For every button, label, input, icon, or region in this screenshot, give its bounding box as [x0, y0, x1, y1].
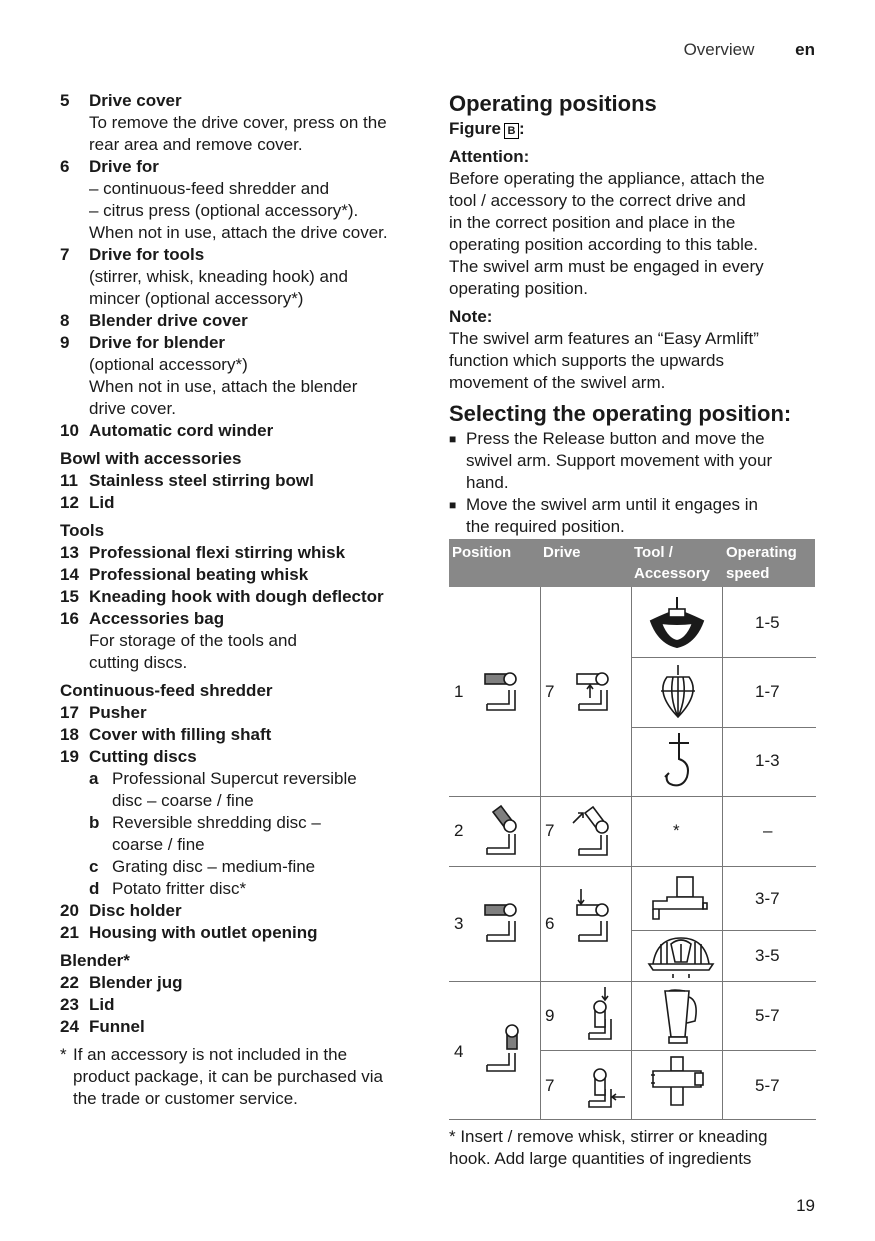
- kneading-hook-icon: [661, 731, 697, 791]
- row-divider: [631, 727, 816, 728]
- group-heading: Tools: [60, 521, 105, 540]
- page-header: [684, 40, 815, 60]
- bullet-item: ■ Press the Release button and move the swivel arm. Support movement with your hand.: [449, 429, 773, 492]
- drive-7-side-icon: [585, 1059, 627, 1115]
- citrus-press-icon: [647, 934, 715, 978]
- note-text: The swivel arm features an “Easy Armlift” function which supports the upwards movement of the swivel arm.: [449, 329, 759, 392]
- tool-asterisk: *: [673, 821, 680, 840]
- row-divider: [449, 981, 816, 982]
- list-item: 9 Drive for blender (optional accessory*) When not in use, attach the blender drive cover.: [60, 333, 358, 418]
- speed-value: 5-7: [755, 1076, 780, 1095]
- operating-positions-section: [449, 90, 816, 538]
- list-item: 16 Accessories bag For storage of the tools and cutting discs.: [60, 609, 297, 672]
- sub-item: c Grating disc – medium-fine: [89, 857, 316, 876]
- drive-number: 9: [545, 1006, 555, 1025]
- position-number: 2: [454, 821, 464, 840]
- list-item: 7 Drive for tools (stirrer, whisk, kneading hook) and mincer (optional accessory*): [60, 245, 348, 308]
- bullet-square-icon: ■: [449, 498, 457, 512]
- attention-label: Attention:: [449, 147, 530, 166]
- list-item: 8 Blender drive cover: [60, 311, 248, 330]
- speed-value: 5-7: [755, 1006, 780, 1025]
- list-item: 18 Cover with filling shaft: [60, 725, 272, 744]
- swivel-arm-position-4-icon: [483, 1023, 523, 1079]
- section-heading: Operating positions: [449, 91, 657, 116]
- footnote: * If an accessory is not included in the product package, it can be purchased via the trade or customer service.: [60, 1045, 383, 1108]
- list-item: 20 Disc holder: [60, 901, 182, 920]
- page-number: 19: [796, 1196, 815, 1215]
- figure-letter-box: B: [504, 123, 519, 139]
- list-item: 17 Pusher: [60, 703, 147, 722]
- subsection-heading: Selecting the operating position:: [449, 401, 792, 426]
- position-number: 3: [454, 914, 464, 933]
- row-divider: [631, 657, 816, 658]
- list-item: 23 Lid: [60, 995, 115, 1014]
- group-heading: Bowl with accessories: [60, 449, 242, 468]
- list-item: 22 Blender jug: [60, 973, 183, 992]
- flexi-whisk-icon: [647, 595, 707, 651]
- speed-value: 1-5: [755, 613, 780, 632]
- drive-number: 7: [545, 821, 555, 840]
- bullet-square-icon: ■: [449, 432, 457, 446]
- figure-reference: Figure B :: [449, 119, 525, 138]
- section-title: Overview: [683, 40, 755, 59]
- mincer-icon: [647, 1053, 711, 1113]
- drive-number: 7: [545, 682, 555, 701]
- list-item: 13 Professional flexi stirring whisk: [60, 543, 346, 562]
- header-speed: Operating speed: [726, 544, 797, 582]
- row-divider: [631, 930, 816, 931]
- parts-list: [60, 90, 425, 1110]
- header-drive: Drive: [543, 544, 581, 561]
- position-number: 4: [454, 1042, 464, 1061]
- list-item: 14 Professional beating whisk: [60, 565, 309, 584]
- speed-value: 3-5: [755, 946, 780, 965]
- column-divider: [631, 587, 632, 1120]
- drive-6-icon: [575, 887, 615, 947]
- group-heading: Continuous-feed shredder: [60, 681, 273, 700]
- sub-item: a Professional Supercut reversible disc – coarse / fine: [89, 769, 357, 810]
- row-divider: [540, 1050, 816, 1051]
- attention-text: Before operating the appliance, attach the tool / accessory to the correct drive and in the correct position and place in the operating position according to this table. The swivel arm must be engaged in every operating position.: [449, 169, 765, 298]
- column-divider: [540, 587, 541, 1120]
- position-number: 1: [454, 682, 464, 701]
- drive-7-icon: [575, 670, 615, 716]
- header-tool: Tool / Accessory: [634, 544, 710, 582]
- group-heading: Blender*: [60, 951, 130, 970]
- list-item: 19 Cutting discs: [60, 747, 197, 766]
- list-item: 10 Automatic cord winder: [60, 421, 274, 440]
- row-divider: [449, 796, 816, 797]
- speed-value: –: [763, 821, 773, 840]
- table-header: [449, 539, 815, 587]
- swivel-arm-position-1-icon: [483, 670, 523, 716]
- drive-number: 6: [545, 914, 555, 933]
- header-position: Position: [452, 544, 512, 561]
- list-item: 11 Stainless steel stirring bowl: [60, 471, 314, 490]
- swivel-arm-position-2-icon: [483, 804, 523, 862]
- speed-value: 1-7: [755, 682, 780, 701]
- shredder-icon: [649, 873, 713, 925]
- bullet-item: ■ Move the swivel arm until it engages in the required position.: [449, 495, 758, 536]
- drive-7-tilted-icon: [571, 801, 617, 863]
- row-divider: [449, 866, 816, 867]
- list-item: 15 Kneading hook with dough deflector: [60, 587, 384, 606]
- sub-item: d Potato fritter disc*: [89, 879, 247, 898]
- list-item: 12 Lid: [60, 493, 115, 512]
- list-item: 21 Housing with outlet opening: [60, 923, 318, 942]
- list-item: 24 Funnel: [60, 1017, 145, 1036]
- table-footnote: * Insert / remove whisk, stirrer or kneading hook. Add large quantities of ingredients: [449, 1127, 768, 1168]
- beating-whisk-icon: [653, 663, 703, 723]
- language-code: en: [795, 40, 815, 59]
- speed-value: 3-7: [755, 889, 780, 908]
- list-item: 6 Drive for – continuous-feed shredder and – citrus press (optional accessory*). When not in use, attach the drive cover.: [60, 157, 388, 242]
- note-label: Note:: [449, 307, 493, 326]
- blender-jug-icon: [659, 987, 703, 1047]
- column-divider: [722, 587, 723, 1120]
- swivel-arm-position-3-icon: [483, 901, 523, 947]
- drive-9-icon: [585, 985, 625, 1047]
- list-item: 5 Drive cover To remove the drive cover, press on the rear area and remove cover.: [60, 91, 387, 154]
- speed-value: 1-3: [755, 751, 780, 770]
- row-divider: [449, 1119, 816, 1120]
- drive-number: 7: [545, 1076, 555, 1095]
- sub-item: b Reversible shredding disc – coarse / fine: [89, 813, 321, 854]
